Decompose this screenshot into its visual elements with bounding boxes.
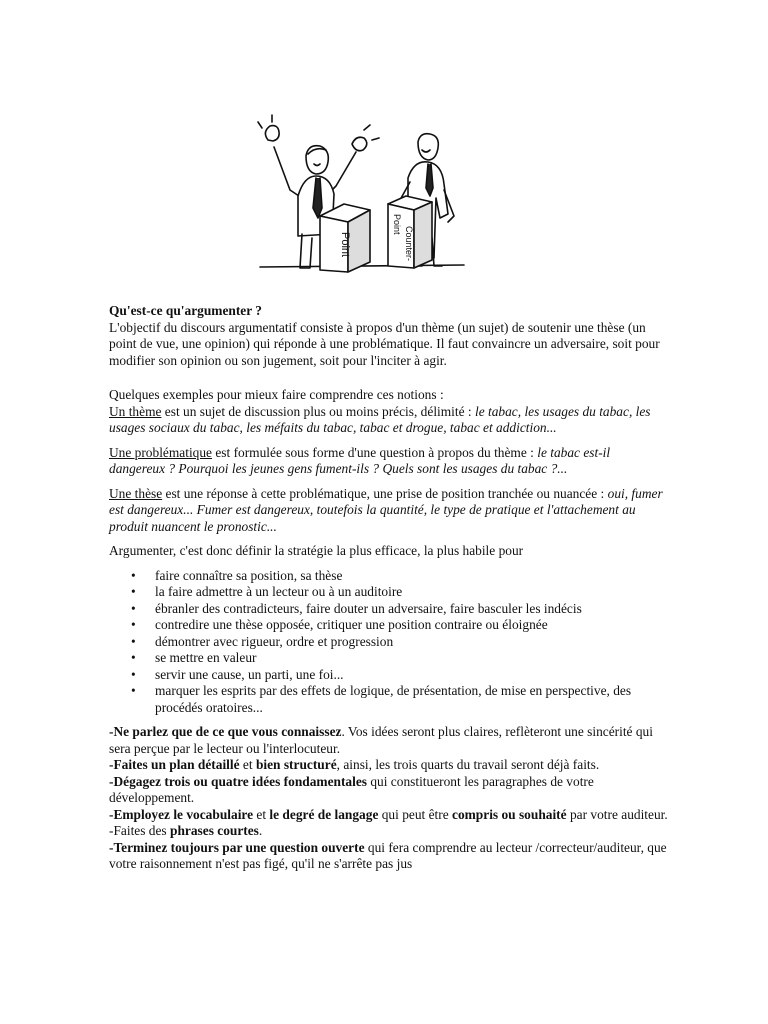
these-paragraph: Une thèse est une réponse à cette problématique, une prise de position tranchée ou nuancée : oui, fumer est dangereux... Fumer est dangereux, toutefois la quantité, le type de pratique et l'attachement au produit nuancent le pronostic... [109,485,663,534]
bullet-icon: • [131,567,136,583]
examples-lead: Quelques exemples pour mieux faire comprendre ces notions : [109,387,444,402]
tip-6: -Terminez toujours par une question ouverte qui fera comprendre au lecteur /correcteur/auditeur, que votre raisonnement n'est pas figé, qu'il ne s'arrête pas jus [109,839,667,871]
tips-section [109,724,669,873]
problematique-paragraph: Une problématique est formulée sous forme d'une question à propos du thème : le tabac est-il dangereux ? Pourquoi les jeunes gens fument-ils ? Quels sont les usages du tabac ?... [109,444,611,476]
bullet-icon: • [131,683,136,698]
list-item: • marquer les esprits par des effets de logique, de présentation, de mise en perspective, des procédés oratoires... [131,683,632,715]
list-item: • démontrer avec rigueur, ordre et progression [131,633,394,649]
tip-4: -Employez le vocabulaire et le degré de langage qui peut être compris ou souhaité par votre auditeur. [109,806,668,822]
list-item: • faire connaître sa position, sa thèse [131,567,343,583]
list-item: • la faire admettre à un lecteur ou à un auditoire [131,584,403,599]
lectern-left-label: Point [339,232,351,258]
tip-5: -Faites des phrases courtes. [109,823,263,838]
bullet-icon: • [131,584,136,599]
tip-3: -Dégagez trois ou quatre idées fondamentales qui constitueront les paragraphes de votre développement. [109,773,594,805]
list-item: • servir une cause, un parti, une foi... [131,666,344,682]
page-title: Qu'est-ce qu'argumenter ? [109,303,262,318]
document-body [109,303,669,873]
strategy-list [109,568,669,717]
bullet-icon: • [131,600,136,616]
these-example: oui, fumer est dangereux... Fumer est dangereux, toutefois la quantité, le type de pratique et l'attachement au produit nuancent le pronostic... [109,485,663,534]
list-item: • ébranler des contradicteurs, faire douter un adversaire, faire basculer les indécis [131,600,582,616]
lectern-right-label-1: Counter- [404,226,414,262]
tip-2: -Faites un plan détaillé et bien structuré, ainsi, les trois quarts du travail seront déjà faits. [109,757,600,772]
theme-paragraph: Un thème est un sujet de discussion plus ou moins précis, délimité : le tabac, les usages du tabac, les usages sociaux du tabac, les méfaits du tabac, tabac et drogue, tabac et addiction... [109,403,651,435]
these-term: Une thèse [109,485,163,501]
bullet-icon: • [131,617,136,632]
list-item: • contredire une thèse opposée, critiquer une position contraire ou éloignée [131,617,548,632]
theme-term: Un thème [109,403,162,419]
tip-1: -Ne parlez que de ce que vous connaissez. Vos idées seront plus claires, reflèteront une sincérité qui sera perçue par le lecteur ou l'interlocuteur. [109,724,653,756]
problematique-term: Une problématique [109,444,212,460]
list-item: • se mettre en valeur [131,650,257,665]
lectern-right-label-2: Point [392,214,402,235]
intro-paragraph: L'objectif du discours argumentatif consiste à propos d'un thème (un sujet) de soutenir une thèse (un point de vue, une opinion) qui réponde à une problématique. Il faut convaincre un adversaire, soit pour modifier son opinion ou son jugement, soit pour l'inciter à agir. [109,319,660,368]
problematique-example: le tabac est-il dangereux ? Pourquoi les jeunes gens fument-ils ? Quels sont les usages du tabac ?... [109,444,611,476]
bullet-icon: • [131,633,136,649]
theme-example: le tabac, les usages du tabac, les usages sociaux du tabac, les méfaits du tabac, tabac et drogue, tabac et addiction... [109,403,651,435]
bullet-icon: • [131,666,136,682]
strategy-lead: Argumenter, c'est donc définir la stratégie la plus efficace, la plus habile pour [109,543,524,558]
point-counterpoint-illustration [232,112,484,297]
bullet-icon: • [131,650,136,665]
